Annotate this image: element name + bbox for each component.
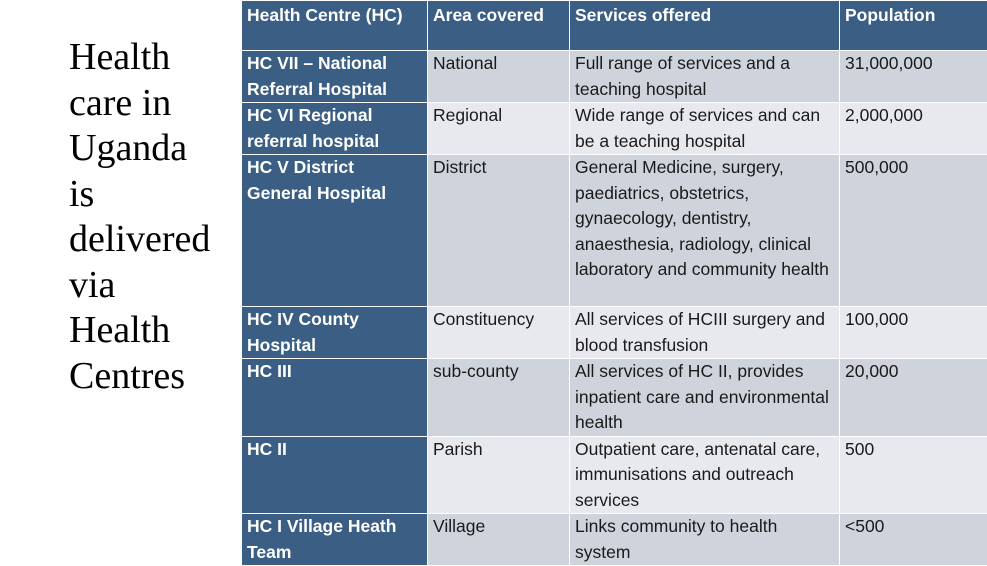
- row-level-cell: HC II: [242, 436, 428, 514]
- table-header-row: [242, 1, 987, 51]
- header-population: Population: [840, 1, 987, 51]
- row-services-cell: General Medicine, surgery, paediatrics, obstetrics, gynaecology, dentistry, anaesthesia, radiology, clinical laboratory and community health: [570, 155, 840, 307]
- row-population-cell: 20,000: [840, 359, 987, 437]
- row-level-cell: HC I Village Heath Team: [242, 514, 428, 566]
- row-level-cell: HC IV County Hospital: [242, 307, 428, 359]
- row-level-cell: HC V District General Hospital: [242, 155, 428, 307]
- header-health-centre: Health Centre (HC): [242, 1, 428, 51]
- row-population-cell: 500,000: [840, 155, 987, 307]
- header-area-covered: Area covered: [428, 1, 570, 51]
- row-area-cell: Regional: [428, 103, 570, 155]
- row-population-cell: 2,000,000: [840, 103, 987, 155]
- row-services-cell: Full range of services and a teaching hospital: [570, 51, 840, 103]
- row-services-cell: Outpatient care, antenatal care, immunisations and outreach services: [570, 436, 840, 514]
- row-level-cell: HC VI Regional referral hospital: [242, 103, 428, 155]
- row-area-cell: sub-county: [428, 359, 570, 437]
- row-services-cell: All services of HC II, provides inpatient care and environmental health: [570, 359, 840, 437]
- table-row: [242, 514, 987, 566]
- row-population-cell: 100,000: [840, 307, 987, 359]
- health-centres-table-container: [241, 0, 987, 546]
- row-population-cell: <500: [840, 514, 987, 566]
- row-services-cell: Links community to health system: [570, 514, 840, 566]
- row-area-cell: Village: [428, 514, 570, 566]
- slide-title: Health care in Uganda is delivered via Health Centres: [69, 35, 239, 399]
- table-row: [242, 155, 987, 307]
- row-level-cell: HC VII – National Referral Hospital: [242, 51, 428, 103]
- table-row: [242, 103, 987, 155]
- row-area-cell: Parish: [428, 436, 570, 514]
- row-area-cell: National: [428, 51, 570, 103]
- row-area-cell: District: [428, 155, 570, 307]
- row-services-cell: All services of HCIII surgery and blood transfusion: [570, 307, 840, 359]
- row-level-cell: HC III: [242, 359, 428, 437]
- table-row: [242, 51, 987, 103]
- table-row: [242, 359, 987, 437]
- table-row: [242, 436, 987, 514]
- row-population-cell: 500: [840, 436, 987, 514]
- row-services-cell: Wide range of services and can be a teaching hospital: [570, 103, 840, 155]
- header-services-offered: Services offered: [570, 1, 840, 51]
- health-centres-table: [241, 0, 987, 566]
- row-area-cell: Constituency: [428, 307, 570, 359]
- table-row: [242, 307, 987, 359]
- row-population-cell: 31,000,000: [840, 51, 987, 103]
